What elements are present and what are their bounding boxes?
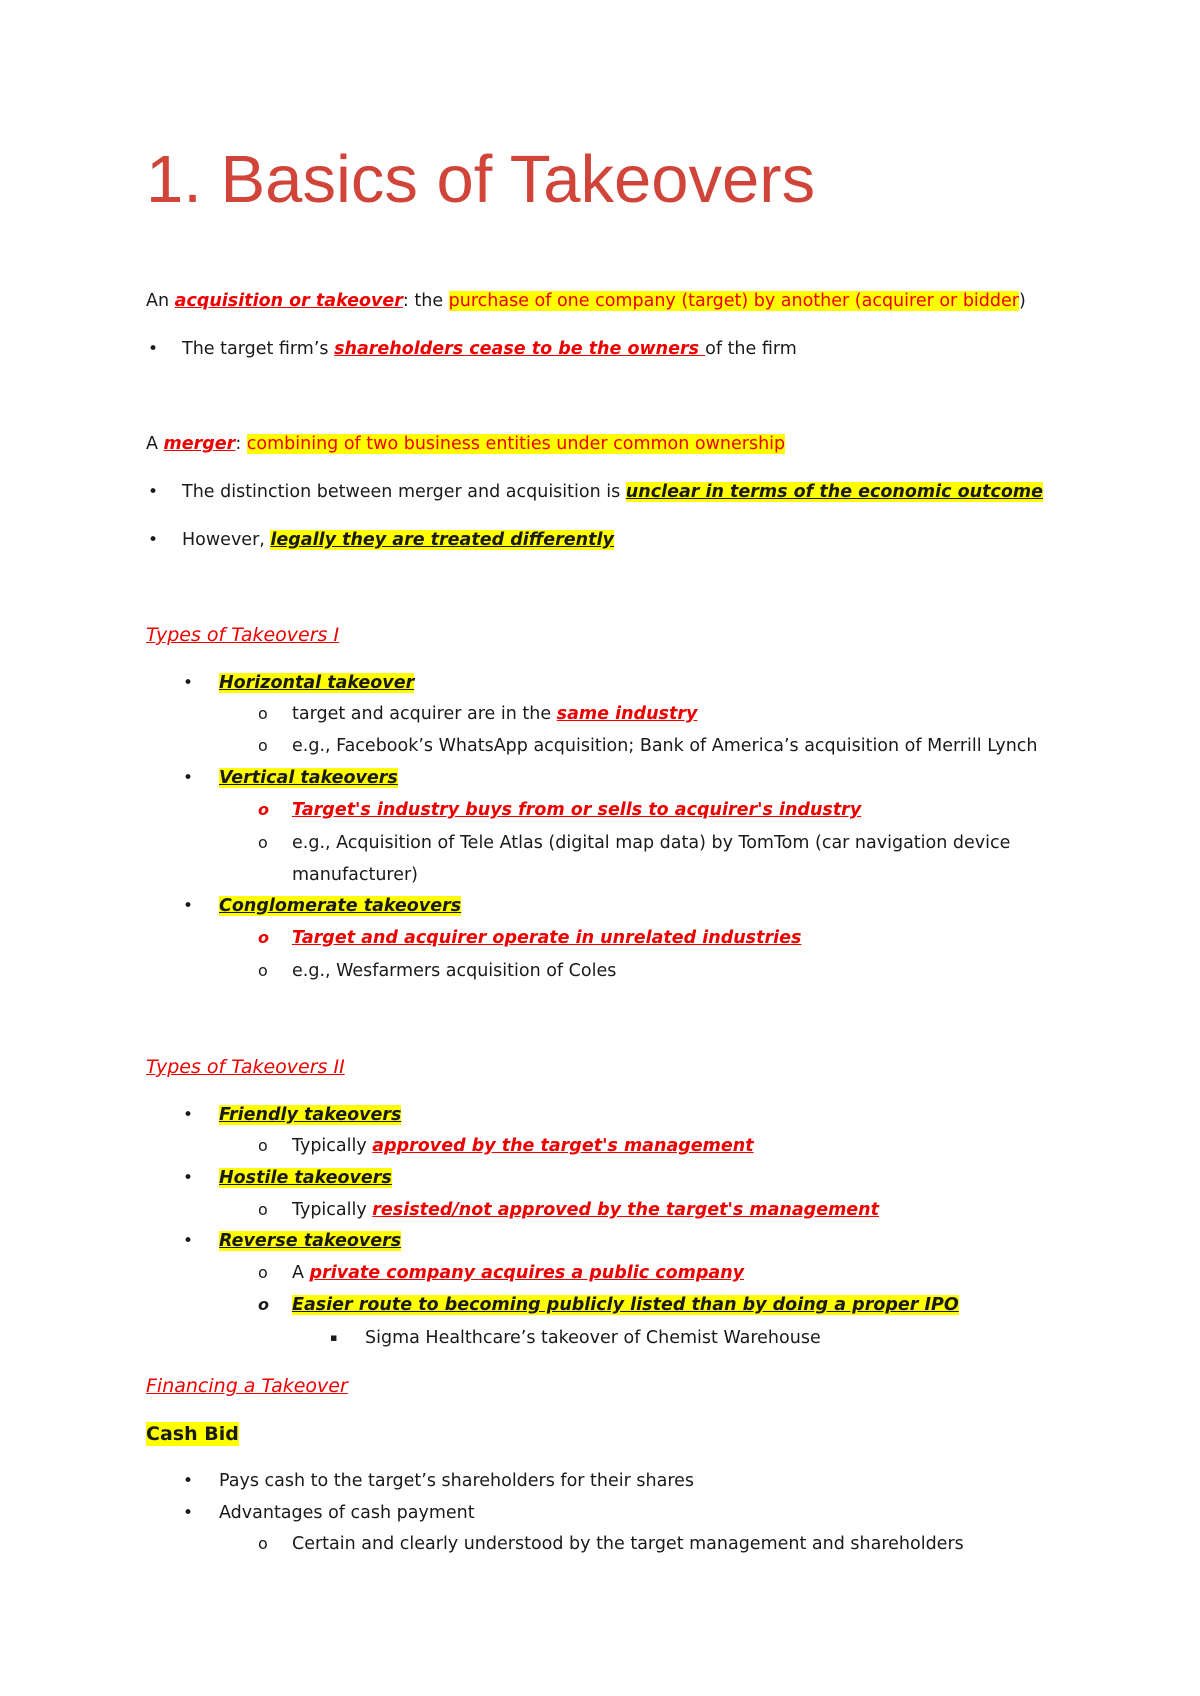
- vertical-sub-2-line2: manufacturer): [292, 865, 419, 885]
- cash-sub-1: Certain and clearly understood by the target management and shareholders: [292, 1534, 964, 1554]
- vertical-takeover-item: [219, 767, 398, 789]
- reverse-s1-pre: A: [292, 1263, 310, 1283]
- friendly-s1-emphasis: approved by the target's management: [372, 1136, 754, 1156]
- merger-bullet-legal: [182, 529, 614, 551]
- horizontal-s1-emphasis: same industry: [556, 704, 698, 724]
- horizontal-sub-2: e.g., Facebook’s WhatsApp acquisition; Bank of America’s acquisition of Merrill Lynch: [292, 736, 1038, 756]
- sub-bullet-icon: o: [258, 961, 268, 980]
- friendly-takeover-label: Friendly takeovers: [219, 1105, 402, 1125]
- acquisition-definition: [146, 290, 1026, 312]
- bullet-icon: •: [148, 530, 159, 550]
- merger-prefix: A: [146, 434, 164, 454]
- merger-b1-pre: The distinction between merger and acquisition is: [182, 482, 626, 502]
- reverse-sub-3: Sigma Healthcare’s takeover of Chemist Warehouse: [365, 1328, 821, 1348]
- bullet-icon: •: [183, 896, 194, 916]
- acquisition-bullet-post: of the firm: [705, 339, 797, 359]
- friendly-takeover-item: [219, 1104, 401, 1126]
- merger-term: merger: [163, 434, 236, 454]
- sub-bullet-icon: o: [258, 833, 268, 852]
- vertical-s1-emphasis: Target's industry buys from or sells to acquirer's industry: [292, 800, 862, 820]
- conglomerate-sub-2: e.g., Wesfarmers acquisition of Coles: [292, 961, 617, 981]
- types-of-takeovers-2-heading: Types of Takeovers II: [146, 1056, 345, 1078]
- cash-bullet-1: Pays cash to the target’s shareholders for their shares: [219, 1471, 695, 1491]
- sub-bullet-icon: o: [258, 1263, 268, 1282]
- cash-bid-heading: Cash Bid: [146, 1423, 239, 1445]
- reverse-s1-emphasis: private company acquires a public company: [309, 1263, 745, 1283]
- merger-b2-emphasis: legally they are treated differently: [270, 530, 614, 550]
- conglomerate-s1-emphasis: Target and acquirer operate in unrelated industries: [292, 928, 802, 948]
- acquisition-bullet: [182, 338, 797, 360]
- acquisition-tail: ): [1018, 291, 1026, 311]
- sub-bullet-icon: o: [258, 736, 268, 755]
- sub-bullet-icon: o: [258, 928, 269, 947]
- vertical-sub-2-line1: e.g., Acquisition of Tele Atlas (digital map data) by TomTom (car navigation device: [292, 833, 1011, 853]
- reverse-takeover-item: [219, 1230, 401, 1252]
- sub-bullet-icon: o: [258, 800, 269, 819]
- sub-bullet-icon: o: [258, 1200, 268, 1219]
- friendly-sub-1: [292, 1135, 754, 1157]
- vertical-takeover-label: Vertical takeovers: [219, 768, 398, 788]
- acquisition-colon: : the: [402, 291, 449, 311]
- hostile-takeover-item: [219, 1167, 392, 1189]
- sub-bullet-icon: o: [258, 1136, 268, 1155]
- merger-definition-text: combining of two business entities under common ownership: [246, 434, 786, 454]
- bullet-icon: •: [148, 339, 159, 359]
- reverse-sub-2: [292, 1294, 959, 1316]
- bullet-icon: •: [183, 1503, 194, 1523]
- horizontal-takeover-item: [219, 672, 414, 694]
- horizontal-s1-pre: target and acquirer are in the: [292, 704, 557, 724]
- sub-bullet-icon: o: [258, 1534, 268, 1553]
- merger-definition: [146, 433, 785, 455]
- conglomerate-takeover-item: [219, 895, 461, 917]
- acquisition-bullet-emphasis: shareholders cease to be the owners: [334, 339, 706, 359]
- reverse-sub-1: [292, 1262, 744, 1284]
- hostile-s1-pre: Typically: [292, 1200, 373, 1220]
- merger-bullet-distinction: [182, 481, 1043, 503]
- acquisition-prefix: An: [146, 291, 175, 311]
- merger-colon: :: [235, 434, 247, 454]
- reverse-takeover-label: Reverse takeovers: [219, 1231, 402, 1251]
- horizontal-sub-1: [292, 703, 697, 725]
- acquisition-term: acquisition or takeover: [174, 291, 403, 311]
- horizontal-takeover-label: Horizontal takeover: [219, 673, 415, 693]
- vertical-sub-1: [292, 799, 861, 821]
- bullet-icon: •: [183, 1231, 194, 1251]
- friendly-s1-pre: Typically: [292, 1136, 373, 1156]
- bullet-icon: •: [183, 768, 194, 788]
- bullet-icon: •: [183, 673, 194, 693]
- bullet-icon: •: [183, 1168, 194, 1188]
- acquisition-definition-text: purchase of one company (target) by another (acquirer or bidder: [448, 291, 1019, 311]
- bullet-icon: •: [183, 1105, 194, 1125]
- conglomerate-takeover-label: Conglomerate takeovers: [219, 896, 462, 916]
- merger-b1-emphasis: unclear in terms of the economic outcome: [625, 482, 1043, 502]
- financing-heading: Financing a Takeover: [146, 1375, 348, 1397]
- hostile-s1-emphasis: resisted/not approved by the target's management: [372, 1200, 879, 1220]
- hostile-sub-1: [292, 1199, 879, 1221]
- bullet-icon: •: [183, 1471, 194, 1491]
- cash-bullet-2: Advantages of cash payment: [219, 1503, 475, 1523]
- bullet-icon: •: [148, 482, 159, 502]
- conglomerate-sub-1: [292, 927, 801, 949]
- types-of-takeovers-1-heading: Types of Takeovers I: [146, 624, 340, 646]
- sub-bullet-icon: o: [258, 704, 268, 723]
- page-title: 1. Basics of Takeovers: [146, 142, 816, 217]
- reverse-s2-emphasis: Easier route to becoming publicly listed than by doing a proper IPO: [292, 1295, 959, 1315]
- acquisition-bullet-pre: The target firm’s: [182, 339, 335, 359]
- merger-b2-pre: However,: [182, 530, 271, 550]
- sub-bullet-icon: o: [258, 1295, 269, 1314]
- square-bullet-icon: ▪: [330, 1331, 338, 1344]
- hostile-takeover-label: Hostile takeovers: [219, 1168, 392, 1188]
